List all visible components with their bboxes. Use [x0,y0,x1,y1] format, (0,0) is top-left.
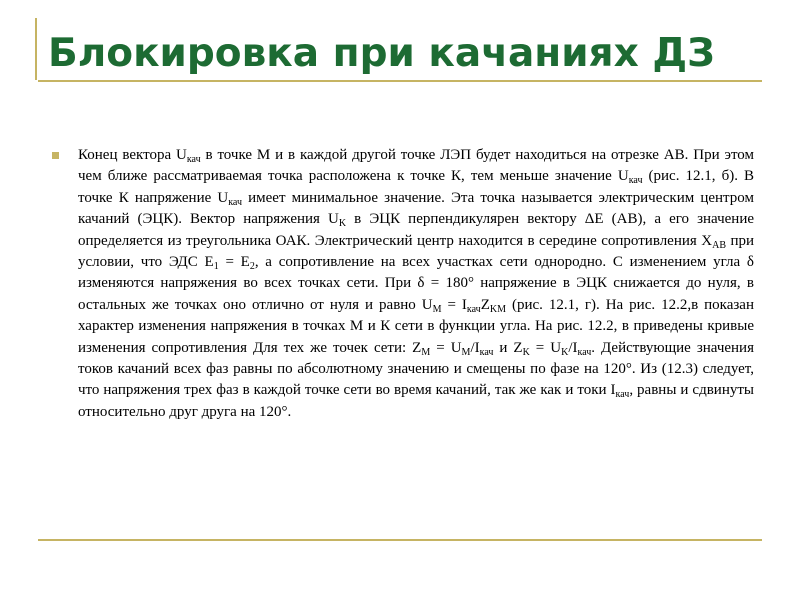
subscript-text: KM [489,303,506,315]
body-text-segment: . Действующие значения токов качаний всех фаз равны по абсолютному значению и смещены по фазе на 120°. Из (12.3) следует, что напряжения трех фаз в каждой точке сети во время качаний, так же как и токи I [78,339,754,399]
subscript-text: AB [712,239,726,251]
subscript-text: кач [615,389,630,401]
subscript-text: кач [479,346,494,358]
subscript-text: M [461,346,471,358]
body-text-segment: (рис. 12.1, б). В точке К напряжение U [78,168,754,206]
subscript-text: кач [466,303,481,315]
slide-title: Блокировка при качаниях ДЗ [48,31,715,76]
subscript-text: кач [577,346,592,358]
subscript-text: 2 [249,261,255,273]
body-text-segment: и Z [493,339,523,356]
body-text-segment: в точке M и в каждой другой точке ЛЭП будет находиться на отрезке АВ. При этом чем ближе рассматриваемая точка расположена к точке К, тем меньше значение U [78,147,755,185]
subscript-text: кач [628,175,643,187]
title-underline [38,80,762,82]
body-text-segment: /I [568,339,578,356]
body-text-segment: /I [470,339,480,356]
subscript-text: K [338,218,347,230]
body-text-segment: имеет минимальное значение. Эта точка называется электрическим центром качаний (ЭЦК). Вектор напряжения U [78,189,754,228]
subscript-text: 1 [213,261,219,273]
body-text-segment: (рис. 12.1, г). На рис. 12.2,в показан характер изменения напряжения в точках М и К сети в функции угла. На рис. 12.2, в приведены кривые изменения сопротивления Для тех же точек сети: Z [78,296,754,356]
body-text-segment: , а сопротивление на всех участках сети однородно. С изменением угла δ изменяются напряжения во всех точках сети. При δ = 180° напряжение в ЭЦК снижается до нуля, в остальных же точках оно отлично от нуля и равно U [78,254,754,313]
body-text-segment: , равны и сдвинуты относительно друг друга на 120°. [78,382,754,420]
body-text-segment: в ЭЦК перпендикулярен вектору ΔЕ (АВ), а его значение определяется из треугольника ОАК. Электрический центр находится в середине сопротивления X [78,211,755,249]
subscript-text: M [421,346,431,358]
accent-vertical-line [35,18,37,80]
subscript-text: K [561,346,569,358]
subscript-text: кач [228,196,242,208]
body-text-segment: Z [480,296,490,313]
body-text-segment: = U [430,339,462,356]
body-text-segment: Конец вектора U [78,147,187,163]
subscript-text: кач [186,154,201,165]
subscript-text: K [522,346,530,358]
body-text-segment: при условии, что ЭДС E [78,232,755,271]
body-text-segment: = E [218,254,250,271]
body-text-segment: = U [529,339,562,356]
footer-line [38,539,762,541]
subscript-text: M [432,303,442,315]
body-text-segment: = I [441,296,467,313]
slide-body-text [78,145,754,423]
bullet-square-icon [52,152,59,159]
